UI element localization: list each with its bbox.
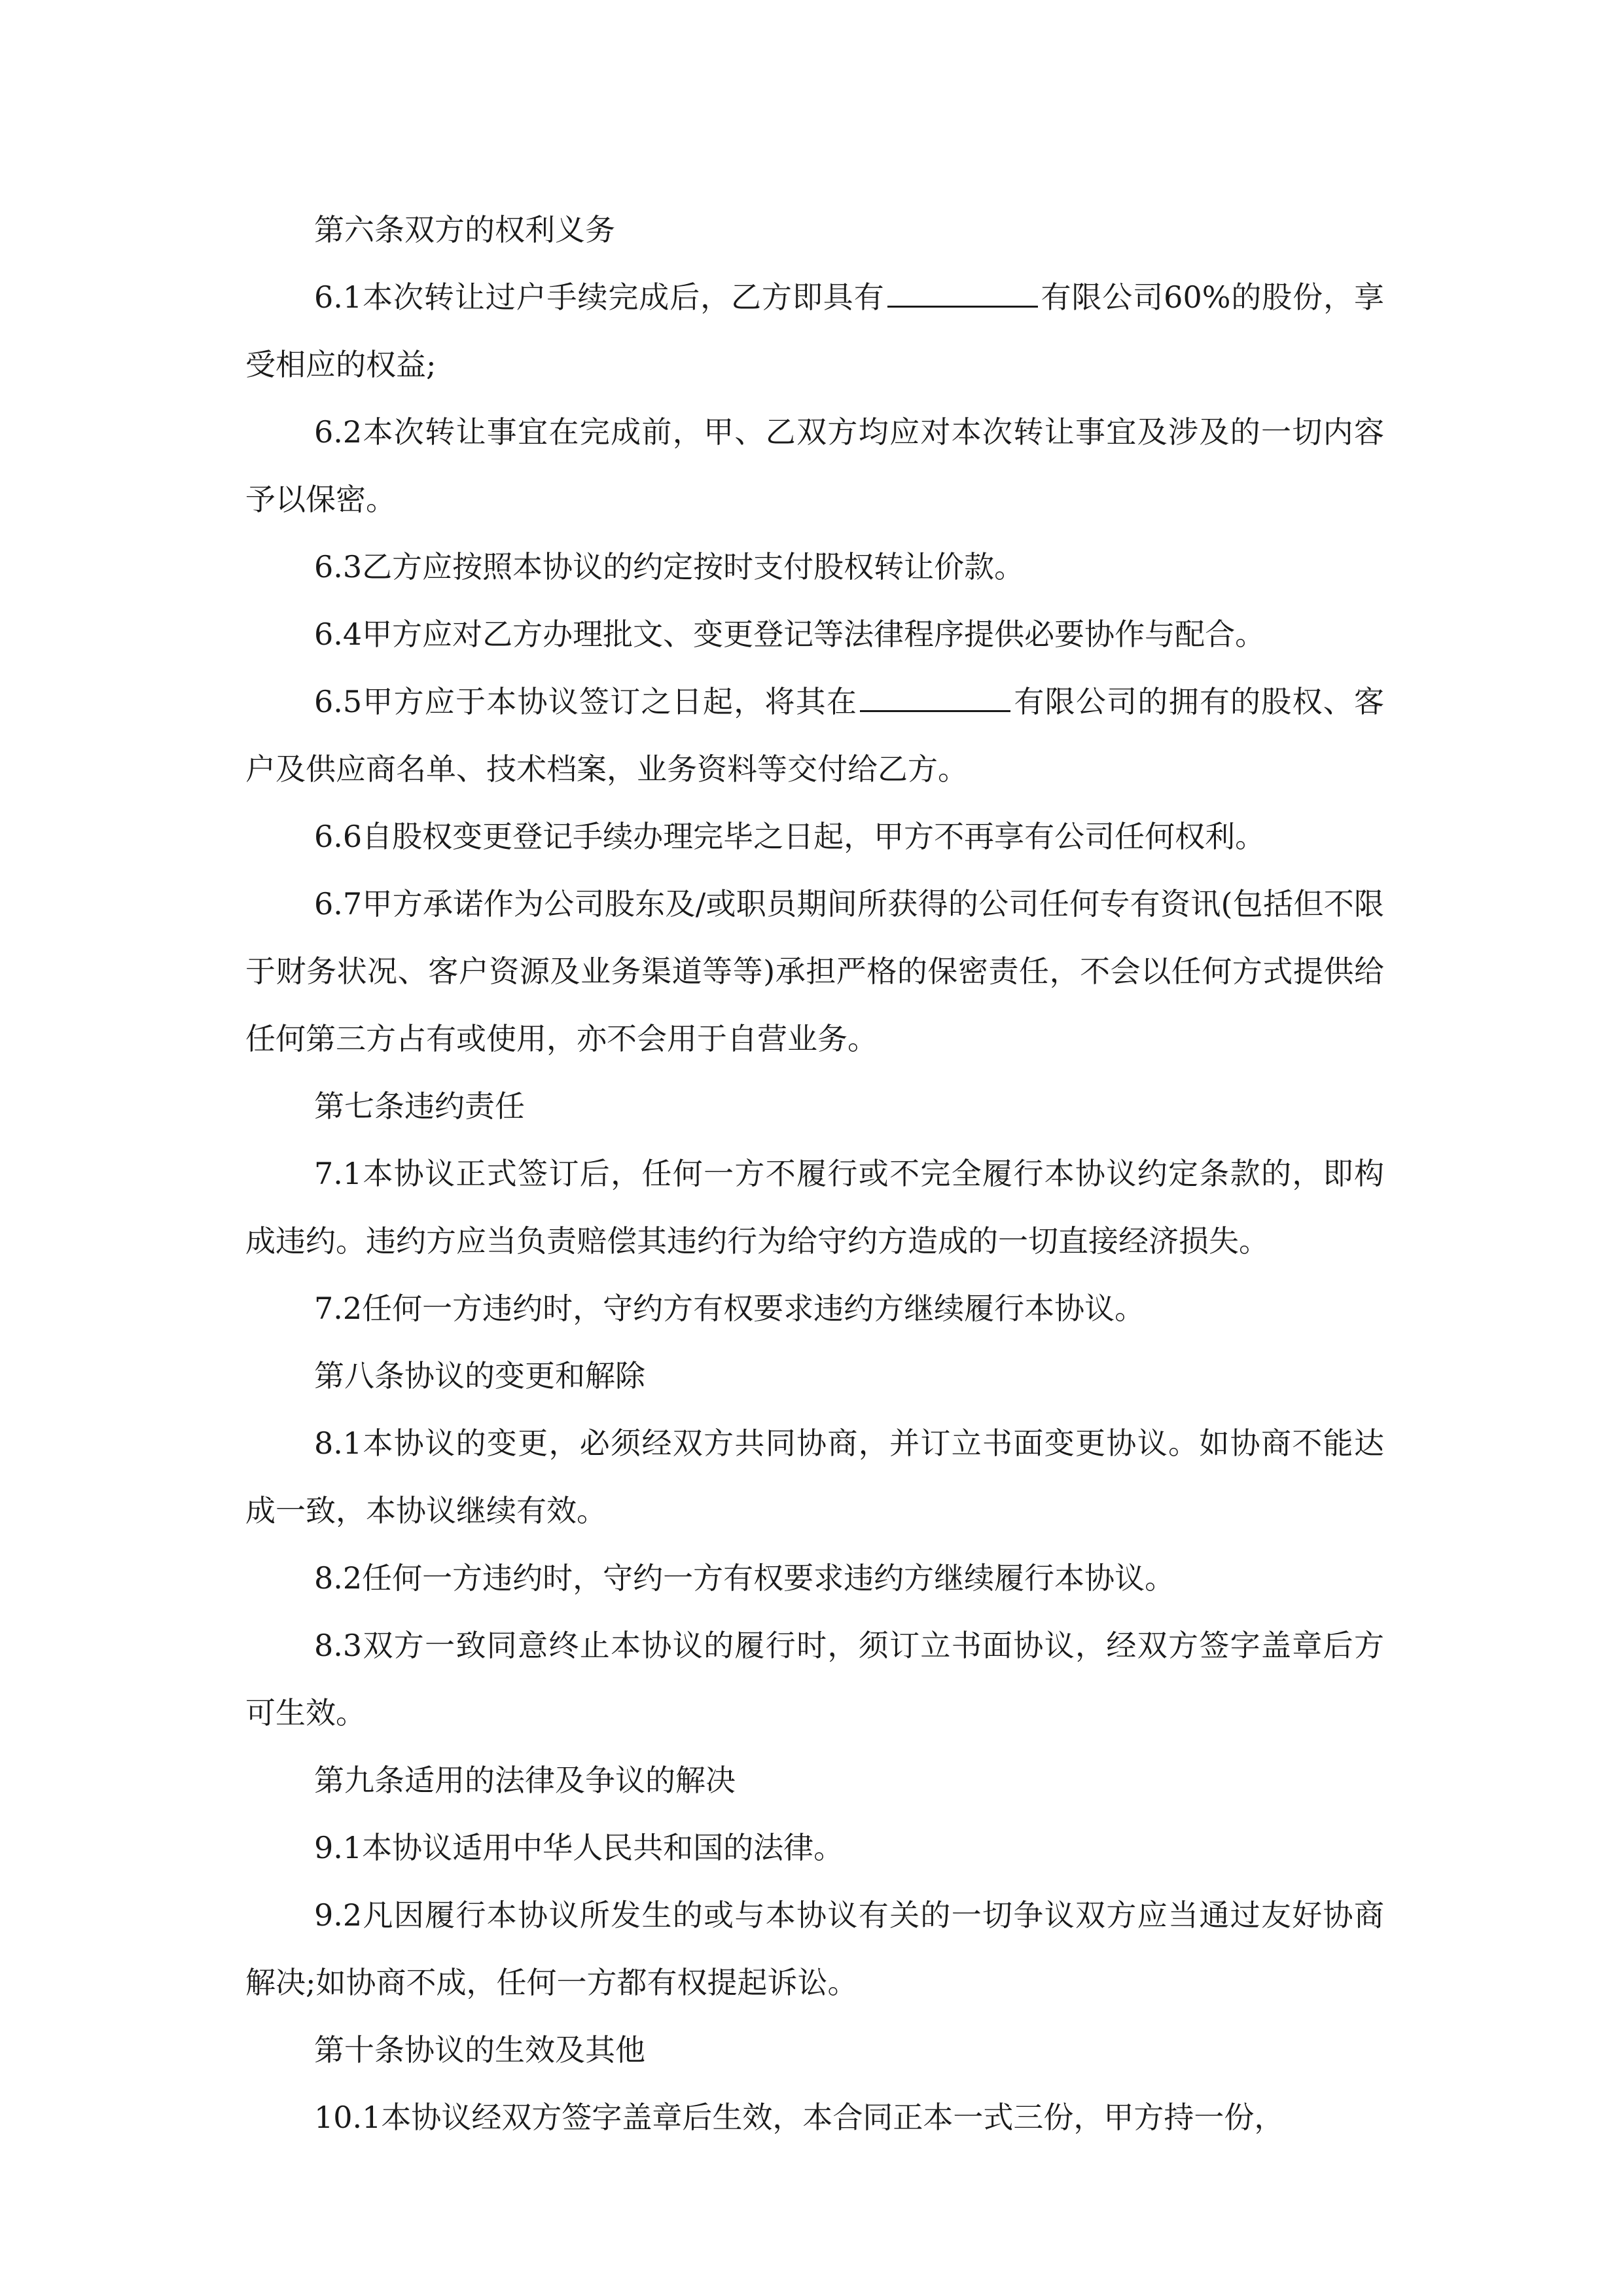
clause-6-3: 6.3乙方应按照本协议的约定按时支付股权转让价款。 bbox=[314, 549, 1025, 584]
clause-6-1 bbox=[245, 264, 1384, 399]
clause-6-1-pre: 6.1本次转让过户手续完成后，乙方即具有 bbox=[314, 279, 885, 315]
section-heading-10: 第十条协议的生效及其他 bbox=[314, 2032, 645, 2068]
clause-6-7: 6.7甲方承诺作为公司股东及/或职员期间所获得的公司任何专有资讯(包括但不限于财务状况、客户资源及业务渠道等等)承担严格的保密责任，不会以任何方式提供给任何第三方占有或使用，亦不会用于自营业务。 bbox=[245, 886, 1384, 1056]
clause-6-5 bbox=[245, 668, 1384, 803]
clause-6-5-pre: 6.5甲方应于本协议签订之日起，将其在 bbox=[314, 684, 858, 719]
clause-7-1: 7.1本协议正式签订后，任何一方不履行或不完全履行本协议约定条款的，即构成违约。违约方应当负责赔偿其违约行为给守约方造成的一切直接经济损失。 bbox=[245, 1156, 1384, 1259]
clause-9-2: 9.2凡因履行本协议所发生的或与本协议有关的一切争议双方应当通过友好协商解决;如协商不成，任何一方都有权提起诉讼。 bbox=[245, 1897, 1384, 2000]
blank-company-name-1 bbox=[887, 279, 1038, 308]
section-heading-6: 第六条双方的权利义务 bbox=[314, 212, 615, 247]
section-heading-8: 第八条协议的变更和解除 bbox=[314, 1358, 645, 1393]
blank-company-name-2 bbox=[860, 684, 1010, 712]
clause-6-5-post: 有限公司的拥有的股权、客户及供应商名单、技术档案，业务资料等交付给乙方。 bbox=[245, 684, 1385, 787]
section-heading-7: 第七条违约责任 bbox=[314, 1088, 525, 1124]
clause-8-3: 8.3双方一致同意终止本协议的履行时，须订立书面协议，经双方签字盖章后方可生效。 bbox=[245, 1628, 1384, 1731]
clause-6-2: 6.2本次转让事宜在完成前，甲、乙双方均应对本次转让事宜及涉及的一切内容予以保密。 bbox=[245, 414, 1384, 517]
clause-10-1: 10.1本协议经双方签字盖章后生效，本合同正本一式三份，甲方持一份， bbox=[314, 2100, 1285, 2135]
clause-8-1: 8.1本协议的变更，必须经双方共同协商，并订立书面变更协议。如协商不能达成一致，本协议继续有效。 bbox=[245, 1426, 1384, 1528]
clause-7-2: 7.2任何一方违约时，守约方有权要求违约方继续履行本协议。 bbox=[314, 1291, 1145, 1326]
clause-9-1: 9.1本协议适用中华人民共和国的法律。 bbox=[314, 1830, 844, 1865]
document-page bbox=[245, 196, 1384, 2151]
clause-8-2: 8.2任何一方违约时，守约一方有权要求违约方继续履行本协议。 bbox=[314, 1560, 1175, 1596]
clause-6-4: 6.4甲方应对乙方办理批文、变更登记等法律程序提供必要协作与配合。 bbox=[314, 617, 1266, 652]
section-heading-9: 第九条适用的法律及争议的解决 bbox=[314, 1763, 736, 1798]
clause-6-6: 6.6自股权变更登记手续办理完毕之日起，甲方不再享有公司任何权利。 bbox=[314, 819, 1266, 854]
clause-6-1-post: 有限公司60%的股份，享受相应的权益; bbox=[245, 279, 1384, 382]
